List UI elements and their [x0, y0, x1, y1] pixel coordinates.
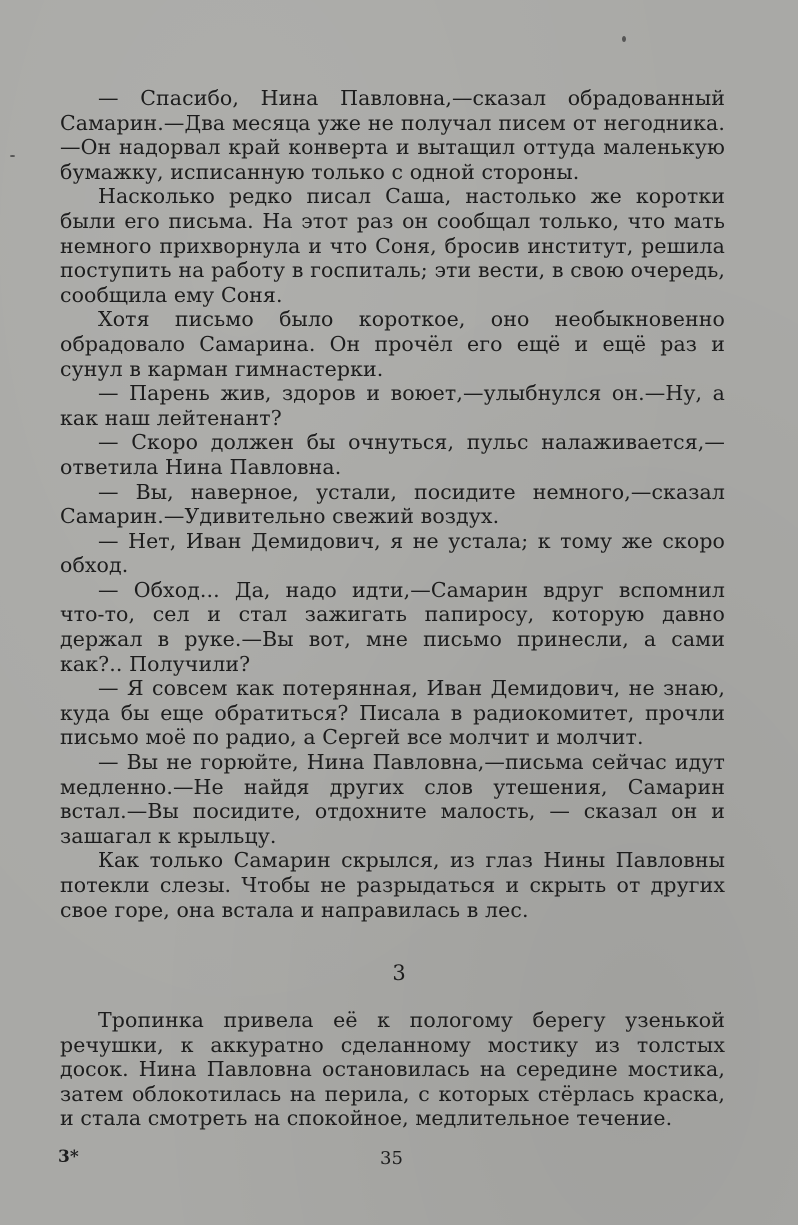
- paragraph: — Спасибо, Нина Павловна,—сказал обрадованный Самарин.—Два месяца уже не получал писем от негодника.—Он надорвал край конверта и вытащил оттуда маленькую бумажку, исписанную только с одной стороны.: [60, 86, 725, 184]
- section-text-block: [60, 1008, 725, 1131]
- paragraph: — Вы не горюйте, Нина Павловна,—письма сейчас идут медленно.—Не найдя других слов утешения, Самарин встал.—Вы посидите, отдохните малость, — сказал он и зашагал к крыльцу.: [60, 750, 725, 848]
- page-number: 35: [380, 1148, 403, 1169]
- paragraph: Как только Самарин скрылся, из глаз Нины Павловны потекли слезы. Чтобы не разрыдаться и скрыть от других свое горе, она встала и направилась в лес.: [60, 848, 725, 922]
- paragraph: — Нет, Иван Демидович, я не устала; к тому же скоро обход.: [60, 528, 725, 578]
- paragraph: Тропинка привела её к пологому берегу узенькой речушки, к аккуратно сделанному мостику из толстых досок. Нина Павловна остановилась на середине мостика, затем облокотилась на перила, с которых стёрлась краска, и стала смотреть на спокойное, медлительное течение.: [60, 1008, 725, 1131]
- paragraph: — Скоро должен бы очнуться, пульс налаживается,—ответила Нина Павловна.: [60, 430, 725, 479]
- ink-speck: [622, 36, 626, 42]
- paragraph: — Парень жив, здоров и воюет,—улыбнулся он.—Ну, а как наш лейтенант?: [60, 381, 725, 430]
- paragraph: Насколько редко писал Саша, настолько же коротки были его письма. На этот раз он сообщал только, что мать немного прихворнула и что Соня, бросив институт, решила поступить на работу в госпиталь; эти вести, в свою очередь, сообщила ему Соня.: [60, 184, 725, 307]
- section-number: 3: [392, 961, 406, 985]
- paragraph: — Я совсем как потерянная, Иван Демидович, не знаю, куда бы еще обратиться? Писала в радиокомитет, прочли письмо моё по радио, а Сергей все молчит и молчит.: [60, 676, 725, 750]
- paragraph: Хотя письмо было короткое, оно необыкновенно обрадовало Самарина. Он прочёл его ещё и ещё раз и сунул в карман гимнастерки.: [60, 307, 725, 381]
- paragraph: — Обход... Да, надо идти,—Самарин вдруг вспомнил что-то, сел и стал зажигать папиросу, которую давно держал в руке.—Вы вот, мне письмо принесли, а сами как?.. Получили?: [60, 577, 725, 676]
- main-text-block: [60, 86, 725, 922]
- ink-speck: [10, 155, 15, 157]
- printer-signature-mark: 3*: [58, 1147, 79, 1167]
- paragraph: — Вы, наверное, устали, посидите немного,—сказал Самарин.—Удивительно свежий воздух.: [60, 479, 725, 529]
